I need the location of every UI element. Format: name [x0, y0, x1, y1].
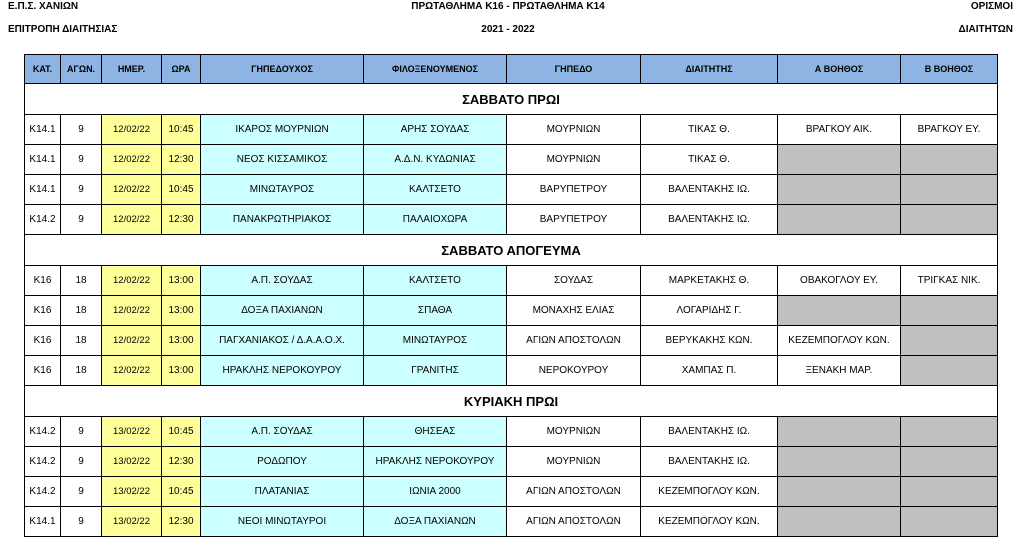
col-header-round: ΑΓΩΝ.	[61, 55, 102, 84]
cell-category: Κ16	[25, 356, 61, 386]
cell-assistant-a: ΒΡΑΓΚΟΥ ΑΙΚ.	[778, 115, 901, 145]
section-title: ΣΑΒΒΑΤΟ ΑΠΟΓΕΥΜΑ	[25, 235, 998, 266]
table-row	[25, 145, 998, 175]
cell-date: 13/02/22	[102, 447, 162, 477]
cell-assistant-a: ΞΕΝΑΚΗ ΜΑΡ.	[778, 356, 901, 386]
cell-category: Κ14.1	[25, 175, 61, 205]
cell-home-team: ΔΟΞΑ ΠΑΧΙΑΝΩΝ	[201, 296, 364, 326]
cell-category: Κ14.2	[25, 447, 61, 477]
cell-date: 12/02/22	[102, 296, 162, 326]
cell-referee: ΚΕΖΕΜΠΟΓΛΟΥ ΚΩΝ.	[641, 507, 778, 537]
cell-category: Κ14.2	[25, 205, 61, 235]
section-title: ΚΥΡΙΑΚΗ ΠΡΩΙ	[25, 386, 998, 417]
col-header-venue: ΓΗΠΕΔΟ	[507, 55, 641, 84]
cell-date: 12/02/22	[102, 205, 162, 235]
cell-home-team: ΗΡΑΚΛΗΣ ΝΕΡΟΚΟΥΡΟΥ	[201, 356, 364, 386]
cell-round: 18	[61, 326, 102, 356]
cell-venue: ΒΑΡΥΠΕΤΡΟΥ	[507, 175, 641, 205]
cell-category: Κ14.2	[25, 417, 61, 447]
cell-assistant-a	[778, 477, 901, 507]
cell-referee: ΜΑΡΚΕΤΑΚΗΣ Θ.	[641, 266, 778, 296]
organization-name: Ε.Π.Σ. ΧΑΝΙΩΝ	[8, 1, 79, 12]
cell-assistant-a	[778, 447, 901, 477]
cell-referee: ΤΙΚΑΣ Θ.	[641, 115, 778, 145]
col-header-away: ΦΙΛΟΞΕΝΟΥΜΕΝΟΣ	[364, 55, 507, 84]
cell-assistant-b	[901, 507, 998, 537]
cell-venue: ΑΓΙΩΝ ΑΠΟΣΤΟΛΩΝ	[507, 507, 641, 537]
col-header-time: ΩΡΑ	[162, 55, 201, 84]
cell-time: 10:45	[162, 477, 201, 507]
cell-home-team: ΜΙΝΩΤΑΥΡΟΣ	[201, 175, 364, 205]
cell-venue: ΜΟΥΡΝΙΩΝ	[507, 447, 641, 477]
cell-assistant-b	[901, 477, 998, 507]
cell-assistant-b	[901, 296, 998, 326]
cell-venue: ΜΟΝΑΧΗΣ ΕΛΙΑΣ	[507, 296, 641, 326]
assignments-label: ΟΡΙΣΜΟΙ	[970, 1, 1013, 12]
cell-home-team: ΠΛΑΤΑΝΙΑΣ	[201, 477, 364, 507]
cell-assistant-b	[901, 356, 998, 386]
col-header-assistant-b: Β ΒΟΗΘΟΣ	[901, 55, 998, 84]
cell-away-team: ΙΩΝΙΑ 2000	[364, 477, 507, 507]
cell-date: 13/02/22	[102, 507, 162, 537]
cell-time: 13:00	[162, 266, 201, 296]
cell-time: 12:30	[162, 447, 201, 477]
col-header-date: ΗΜΕΡ.	[102, 55, 162, 84]
cell-category: Κ14.2	[25, 477, 61, 507]
cell-round: 18	[61, 356, 102, 386]
cell-category: Κ14.1	[25, 115, 61, 145]
cell-assistant-a: ΟΒΑΚΟΓΛΟΥ ΕΥ.	[778, 266, 901, 296]
cell-category: Κ16	[25, 326, 61, 356]
cell-date: 13/02/22	[102, 477, 162, 507]
cell-home-team: Α.Π. ΣΟΥΔΑΣ	[201, 417, 364, 447]
cell-referee: ΒΑΛΕΝΤΑΚΗΣ ΙΩ.	[641, 205, 778, 235]
document-title: ΠΡΩΤΑΘΛΗΜΑ Κ16 - ΠΡΩΤΑΘΛΗΜΑ Κ14	[411, 1, 605, 12]
cell-referee: ΤΙΚΑΣ Θ.	[641, 145, 778, 175]
cell-home-team: ΙΚΑΡΟΣ ΜΟΥΡΝΙΩΝ	[201, 115, 364, 145]
cell-away-team: ΘΗΣΕΑΣ	[364, 417, 507, 447]
cell-away-team: ΚΑΛΤΣΕΤΟ	[364, 175, 507, 205]
cell-away-team: Α.Δ.Ν. ΚΥΔΩΝΙΑΣ	[364, 145, 507, 175]
cell-away-team: ΗΡΑΚΛΗΣ ΝΕΡΟΚΟΥΡΟΥ	[364, 447, 507, 477]
cell-assistant-b	[901, 417, 998, 447]
cell-assistant-b	[901, 326, 998, 356]
cell-referee: ΒΑΛΕΝΤΑΚΗΣ ΙΩ.	[641, 447, 778, 477]
cell-home-team: ΠΑΝΑΚΡΩΤΗΡΙΑΚΟΣ	[201, 205, 364, 235]
cell-date: 12/02/22	[102, 356, 162, 386]
table-row	[25, 296, 998, 326]
cell-time: 10:45	[162, 175, 201, 205]
table-row	[25, 447, 998, 477]
col-header-category: ΚΑΤ.	[25, 55, 61, 84]
table-row	[25, 507, 998, 537]
cell-round: 18	[61, 296, 102, 326]
col-header-home: ΓΗΠΕΔΟΥΧΟΣ	[201, 55, 364, 84]
cell-venue: ΒΑΡΥΠΕΤΡΟΥ	[507, 205, 641, 235]
cell-date: 12/02/22	[102, 326, 162, 356]
cell-referee: ΧΑΜΠΑΣ Π.	[641, 356, 778, 386]
table-row	[25, 417, 998, 447]
cell-category: Κ16	[25, 266, 61, 296]
cell-time: 10:45	[162, 115, 201, 145]
cell-assistant-a	[778, 145, 901, 175]
cell-date: 12/02/22	[102, 175, 162, 205]
cell-assistant-b	[901, 205, 998, 235]
cell-time: 13:00	[162, 326, 201, 356]
cell-venue: ΣΟΥΔΑΣ	[507, 266, 641, 296]
cell-round: 9	[61, 205, 102, 235]
cell-away-team: ΑΡΗΣ ΣΟΥΔΑΣ	[364, 115, 507, 145]
cell-time: 13:00	[162, 296, 201, 326]
section-header-row	[25, 235, 998, 266]
table-row	[25, 175, 998, 205]
cell-round: 18	[61, 266, 102, 296]
table-row	[25, 205, 998, 235]
cell-assistant-a	[778, 175, 901, 205]
cell-home-team: ΝΕΟΣ ΚΙΣΣΑΜΙΚΟΣ	[201, 145, 364, 175]
cell-assistant-a	[778, 417, 901, 447]
cell-assistant-b: ΒΡΑΓΚΟΥ ΕΥ.	[901, 115, 998, 145]
season-label: 2021 - 2022	[481, 24, 535, 35]
cell-referee: ΒΑΛΕΝΤΑΚΗΣ ΙΩ.	[641, 417, 778, 447]
table-row	[25, 266, 998, 296]
cell-assistant-a	[778, 507, 901, 537]
cell-category: Κ14.1	[25, 145, 61, 175]
cell-venue: ΑΓΙΩΝ ΑΠΟΣΤΟΛΩΝ	[507, 477, 641, 507]
cell-time: 12:30	[162, 145, 201, 175]
cell-home-team: ΠΑΓΧΑΝΙΑΚΟΣ / Δ.Α.Α.Ο.Χ.	[201, 326, 364, 356]
schedule-table	[24, 54, 998, 537]
section-header-row	[25, 386, 998, 417]
cell-date: 12/02/22	[102, 145, 162, 175]
cell-referee: ΒΑΛΕΝΤΑΚΗΣ ΙΩ.	[641, 175, 778, 205]
cell-assistant-a: ΚΕΖΕΜΠΟΓΛΟΥ ΚΩΝ.	[778, 326, 901, 356]
cell-away-team: ΣΠΑΘΑ	[364, 296, 507, 326]
cell-round: 9	[61, 145, 102, 175]
cell-home-team: Α.Π. ΣΟΥΔΑΣ	[201, 266, 364, 296]
committee-name: ΕΠΙΤΡΟΠΗ ΔΙΑΙΤΗΣΙΑΣ	[8, 24, 118, 35]
referees-label: ΔΙΑΙΤΗΤΩΝ	[958, 24, 1013, 35]
cell-date: 12/02/22	[102, 115, 162, 145]
table-row	[25, 115, 998, 145]
cell-category: Κ16	[25, 296, 61, 326]
cell-assistant-a	[778, 296, 901, 326]
table-row	[25, 356, 998, 386]
cell-round: 9	[61, 447, 102, 477]
cell-assistant-a	[778, 205, 901, 235]
cell-venue: ΜΟΥΡΝΙΩΝ	[507, 417, 641, 447]
cell-venue: ΜΟΥΡΝΙΩΝ	[507, 115, 641, 145]
cell-time: 12:30	[162, 507, 201, 537]
cell-assistant-b	[901, 447, 998, 477]
cell-round: 9	[61, 507, 102, 537]
cell-away-team: ΚΑΛΤΣΕΤΟ	[364, 266, 507, 296]
cell-referee: ΒΕΡΥΚΑΚΗΣ ΚΩΝ.	[641, 326, 778, 356]
cell-referee: ΛΟΓΑΡΙΔΗΣ Γ.	[641, 296, 778, 326]
cell-time: 13:00	[162, 356, 201, 386]
section-title: ΣΑΒΒΑΤΟ ΠΡΩΙ	[25, 84, 998, 115]
schedule-body	[25, 84, 998, 537]
col-header-referee: ΔΙΑΙΤΗΤΗΣ	[641, 55, 778, 84]
cell-venue: ΜΟΥΡΝΙΩΝ	[507, 145, 641, 175]
cell-assistant-b	[901, 175, 998, 205]
cell-venue: ΑΓΙΩΝ ΑΠΟΣΤΟΛΩΝ	[507, 326, 641, 356]
cell-away-team: ΔΟΞΑ ΠΑΧΙΑΝΩΝ	[364, 507, 507, 537]
cell-category: Κ14.1	[25, 507, 61, 537]
cell-venue: ΝΕΡΟΚΟΥΡΟΥ	[507, 356, 641, 386]
cell-assistant-b: ΤΡΙΓΚΑΣ ΝΙΚ.	[901, 266, 998, 296]
section-header-row	[25, 84, 998, 115]
cell-round: 9	[61, 477, 102, 507]
cell-time: 12:30	[162, 205, 201, 235]
cell-away-team: ΓΡΑΝΙΤΗΣ	[364, 356, 507, 386]
cell-assistant-b	[901, 145, 998, 175]
table-row	[25, 477, 998, 507]
cell-date: 13/02/22	[102, 417, 162, 447]
cell-round: 9	[61, 417, 102, 447]
cell-time: 10:45	[162, 417, 201, 447]
cell-round: 9	[61, 115, 102, 145]
cell-round: 9	[61, 175, 102, 205]
header-row	[25, 55, 998, 84]
cell-away-team: ΜΙΝΩΤΑΥΡΟΣ	[364, 326, 507, 356]
cell-home-team: ΡΟΔΩΠΟΥ	[201, 447, 364, 477]
cell-away-team: ΠΑΛΑΙΟΧΩΡΑ	[364, 205, 507, 235]
cell-home-team: ΝΕΟΙ ΜΙΝΩΤΑΥΡΟΙ	[201, 507, 364, 537]
cell-date: 12/02/22	[102, 266, 162, 296]
cell-referee: ΚΕΖΕΜΠΟΓΛΟΥ ΚΩΝ.	[641, 477, 778, 507]
table-row	[25, 326, 998, 356]
col-header-assistant-a: Α ΒΟΗΘΟΣ	[778, 55, 901, 84]
